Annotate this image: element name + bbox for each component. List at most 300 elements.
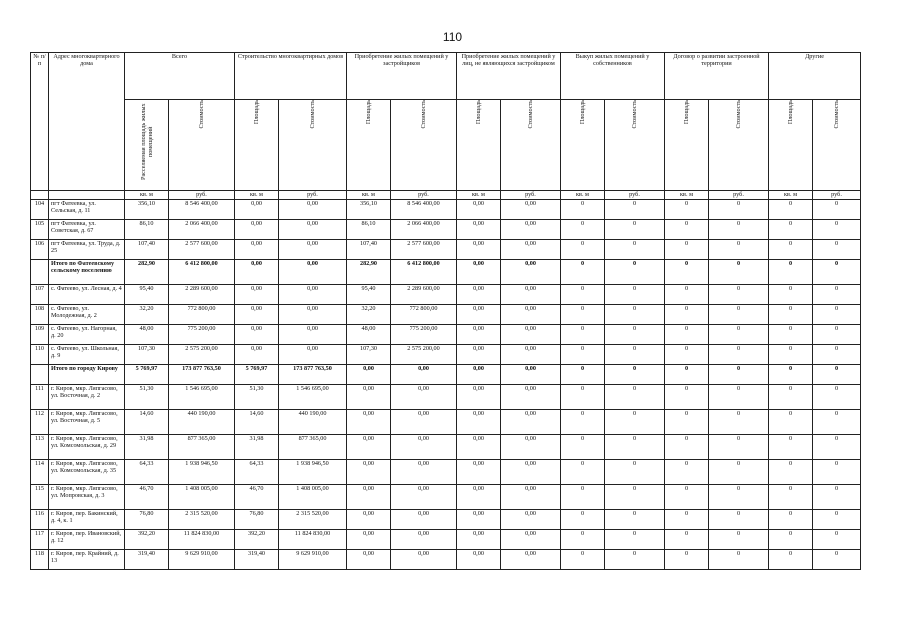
area-cell: 0,00 [347,410,391,435]
area-cell: 0 [561,385,605,410]
area-cell: 0,00 [457,220,501,240]
area-cell: 64,33 [125,460,169,485]
cost-cell: 0 [605,325,665,345]
unit-blank [31,191,49,200]
area-cell: 14,60 [235,410,279,435]
subheader-resettled-area: Расселяемая площадь жилых помещений [125,100,169,191]
cost-cell: 0 [709,485,769,510]
cost-cell: 877 365,00 [279,435,347,460]
row-address: г. Киров, мкр. Ляпгасово, ул. Восточная, д. 5 [49,410,125,435]
area-cell: 356,10 [125,200,169,220]
cost-cell: 775 200,00 [391,325,457,345]
area-cell: 0 [769,510,813,530]
cost-cell: 0 [813,435,861,460]
row-address: Итого по городу Кирову [49,365,125,385]
header-group-purchase-developers: Приобретение жилых помещений у застройщиков [347,53,457,100]
cost-cell: 0 [813,485,861,510]
row-number: 105 [31,220,49,240]
unit-cost: руб. [501,191,561,200]
area-cell: 0 [665,410,709,435]
area-cell: 0,00 [347,460,391,485]
cost-cell: 2 575 200,00 [391,345,457,365]
area-cell: 0 [561,305,605,325]
header-group-total: Всего [125,53,235,100]
cost-cell: 0 [813,550,861,570]
area-cell: 32,20 [125,305,169,325]
row-number: 110 [31,345,49,365]
cost-cell: 0,00 [501,260,561,285]
cost-cell: 0,00 [279,345,347,365]
area-cell: 86,10 [125,220,169,240]
row-address: пгт Фатеевка, ул. Сельская, д. 11 [49,200,125,220]
table-row [31,220,861,240]
subheader-area: Площадь [561,100,605,191]
unit-area: кв. м [347,191,391,200]
header-number: № п/п [31,53,49,191]
table-row [31,550,861,570]
cost-cell: 0 [709,260,769,285]
area-cell: 0 [561,345,605,365]
unit-area: кв. м [665,191,709,200]
row-number: 113 [31,435,49,460]
cost-cell: 0,00 [391,550,457,570]
row-number: 106 [31,240,49,260]
area-cell: 0,00 [235,285,279,305]
cost-cell: 775 200,00 [169,325,235,345]
area-cell: 48,00 [125,325,169,345]
area-cell: 107,40 [347,240,391,260]
area-cell: 319,40 [235,550,279,570]
cost-cell: 0 [709,305,769,325]
row-number: 111 [31,385,49,410]
area-cell: 0 [561,325,605,345]
area-cell: 0,00 [235,240,279,260]
cost-cell: 0 [813,240,861,260]
area-cell: 0 [561,435,605,460]
cost-cell: 0 [813,365,861,385]
cost-cell: 0 [709,240,769,260]
area-cell: 0 [769,410,813,435]
cost-cell: 0,00 [391,510,457,530]
cost-cell: 0,00 [501,325,561,345]
header-group-buyout: Выкуп жилых помещений у собственников [561,53,665,100]
cost-cell: 0,00 [391,410,457,435]
area-cell: 319,40 [125,550,169,570]
area-cell: 0 [769,365,813,385]
cost-cell: 0 [605,510,665,530]
unit-cost: руб. [813,191,861,200]
row-address: г. Киров, пер. Ивановский, д. 12 [49,530,125,550]
area-cell: 0,00 [347,550,391,570]
page-number: 110 [442,30,463,44]
cost-cell: 2 066 400,00 [169,220,235,240]
area-cell: 392,20 [235,530,279,550]
area-cell: 107,40 [125,240,169,260]
subheader-cost: Стоимость [813,100,861,191]
subheader-area: Площадь [665,100,709,191]
subheader-cost: Стоимость [605,100,665,191]
area-cell: 0,00 [457,485,501,510]
area-cell: 48,00 [347,325,391,345]
table-row [31,460,861,485]
cost-cell: 0,00 [391,385,457,410]
cost-cell: 0,00 [279,200,347,220]
area-cell: 0,00 [347,365,391,385]
cost-cell: 0 [813,385,861,410]
table-row [31,305,861,325]
area-cell: 0 [665,220,709,240]
area-cell: 0,00 [457,385,501,410]
row-number: 107 [31,285,49,305]
area-cell: 0 [561,240,605,260]
cost-cell: 2 289 600,00 [391,285,457,305]
unit-cost: руб. [169,191,235,200]
cost-cell: 1 546 695,00 [279,385,347,410]
cost-cell: 6 412 800,00 [391,260,457,285]
unit-cost: руб. [605,191,665,200]
row-address: г. Киров, пер. Бакинский, д. 4, к. 1 [49,510,125,530]
cost-cell: 2 315 520,00 [279,510,347,530]
cost-cell: 0 [605,285,665,305]
cost-cell: 0 [605,345,665,365]
area-cell: 14,60 [125,410,169,435]
area-cell: 282,90 [125,260,169,285]
table-row [31,345,861,365]
unit-cost: руб. [709,191,769,200]
area-cell: 392,20 [125,530,169,550]
area-cell: 95,40 [125,285,169,305]
cost-cell: 440 190,00 [279,410,347,435]
table-row [31,385,861,410]
table-row [31,485,861,510]
area-cell: 0 [561,510,605,530]
row-number: 115 [31,485,49,510]
cost-cell: 0 [605,240,665,260]
subheader-cost: Стоимость [279,100,347,191]
cost-cell: 11 824 830,00 [169,530,235,550]
subheader-area: Площадь [235,100,279,191]
cost-cell: 0,00 [391,365,457,385]
cost-cell: 8 546 400,00 [391,200,457,220]
area-cell: 0,00 [347,385,391,410]
unit-area: кв. м [235,191,279,200]
header-group-other: Другие [769,53,861,100]
area-cell: 0,00 [457,365,501,385]
area-cell: 0,00 [457,260,501,285]
subheader-area: Площадь [769,100,813,191]
row-address: с. Фатеево, ул. Школьная, д. 9 [49,345,125,365]
area-cell: 0 [561,550,605,570]
cost-cell: 0,00 [501,285,561,305]
area-cell: 0,00 [457,345,501,365]
unit-area: кв. м [125,191,169,200]
cost-cell: 11 824 830,00 [279,530,347,550]
cost-cell: 2 289 600,00 [169,285,235,305]
cost-cell: 2 575 200,00 [169,345,235,365]
cost-cell: 0,00 [391,460,457,485]
area-cell: 0,00 [347,485,391,510]
area-cell: 0 [561,485,605,510]
area-cell: 0 [665,550,709,570]
row-number [31,260,49,285]
cost-cell: 772 800,00 [169,305,235,325]
area-cell: 0,00 [347,530,391,550]
cost-cell: 0 [709,345,769,365]
area-cell: 5 769,97 [235,365,279,385]
area-cell: 0 [769,305,813,325]
area-cell: 0 [665,285,709,305]
cost-cell: 0,00 [501,305,561,325]
area-cell: 0,00 [457,200,501,220]
row-number: 112 [31,410,49,435]
area-cell: 0,00 [457,530,501,550]
cost-cell: 1 938 946,50 [279,460,347,485]
row-address: г. Киров, мкр. Ляпгасово, ул. Мопровская, д. 3 [49,485,125,510]
table-row [31,200,861,220]
area-cell: 64,33 [235,460,279,485]
area-cell: 46,70 [235,485,279,510]
area-cell: 0,00 [457,325,501,345]
area-cell: 95,40 [347,285,391,305]
area-cell: 107,30 [347,345,391,365]
area-cell: 0 [561,200,605,220]
cost-cell: 0,00 [279,305,347,325]
cost-cell: 0 [813,220,861,240]
area-cell: 0 [561,260,605,285]
table-row [31,435,861,460]
row-number: 108 [31,305,49,325]
cost-cell: 0,00 [391,485,457,510]
cost-cell: 1 938 946,50 [169,460,235,485]
row-number: 117 [31,530,49,550]
cost-cell: 0 [709,410,769,435]
cost-cell: 0,00 [279,220,347,240]
cost-cell: 0,00 [279,260,347,285]
area-cell: 0,00 [235,325,279,345]
cost-cell: 173 877 763,50 [279,365,347,385]
cost-cell: 0 [605,200,665,220]
cost-cell: 0 [813,325,861,345]
area-cell: 0 [769,385,813,410]
area-cell: 0,00 [235,200,279,220]
area-cell: 76,80 [235,510,279,530]
cost-cell: 0 [605,530,665,550]
cost-cell: 1 546 695,00 [169,385,235,410]
area-cell: 0 [561,460,605,485]
cost-cell: 2 577 600,00 [391,240,457,260]
cost-cell: 0 [605,460,665,485]
cost-cell: 877 365,00 [169,435,235,460]
cost-cell: 0 [813,200,861,220]
area-cell: 0,00 [457,410,501,435]
table-row [31,325,861,345]
row-number: 114 [31,460,49,485]
area-cell: 0 [769,220,813,240]
subheader-cost: Стоимость [391,100,457,191]
area-cell: 0,00 [457,435,501,460]
cost-cell: 0 [605,220,665,240]
area-cell: 0 [561,365,605,385]
area-cell: 0 [769,435,813,460]
cost-cell: 772 800,00 [391,305,457,325]
area-cell: 0,00 [457,305,501,325]
cost-cell: 0 [813,510,861,530]
cost-cell: 0,00 [279,240,347,260]
area-cell: 86,10 [347,220,391,240]
cost-cell: 0,00 [501,485,561,510]
area-cell: 31,98 [235,435,279,460]
cost-cell: 2 066 400,00 [391,220,457,240]
subtotal-row [31,365,861,385]
table-row [31,240,861,260]
subheader-cost: Стоимость [709,100,769,191]
cost-cell: 0,00 [279,325,347,345]
cost-cell: 0 [813,345,861,365]
area-cell: 0,00 [235,220,279,240]
area-cell: 0 [561,285,605,305]
row-number: 118 [31,550,49,570]
cost-cell: 1 408 005,00 [279,485,347,510]
table-row [31,530,861,550]
area-cell: 0,00 [457,510,501,530]
cost-cell: 0 [709,200,769,220]
cost-cell: 0 [813,460,861,485]
row-number: 104 [31,200,49,220]
cost-cell: 2 577 600,00 [169,240,235,260]
area-cell: 76,80 [125,510,169,530]
cost-cell: 0,00 [501,550,561,570]
area-cell: 0 [665,305,709,325]
area-cell: 0,00 [347,510,391,530]
cost-cell: 0 [605,435,665,460]
cost-cell: 0 [709,325,769,345]
cost-cell: 0 [813,410,861,435]
cost-cell: 440 190,00 [169,410,235,435]
table-row [31,285,861,305]
row-number [31,365,49,385]
row-address: г. Киров, мкр. Ляпгасово, ул. Комсомольская, д. 35 [49,460,125,485]
row-address: пгт Фатеевка, ул. Труда, д. 25 [49,240,125,260]
unit-row [31,191,861,200]
area-cell: 0 [665,385,709,410]
row-address: Итого по Фатеевскому сельскому поселению [49,260,125,285]
cost-cell: 0,00 [391,530,457,550]
area-cell: 0,00 [457,285,501,305]
subheader-cost: Стоимость [169,100,235,191]
cost-cell: 2 315 520,00 [169,510,235,530]
area-cell: 0,00 [457,240,501,260]
subheader-area: Площадь [457,100,501,191]
subheader-area: Площадь [347,100,391,191]
row-address: с. Фатеево, ул. Молодежная, д. 2 [49,305,125,325]
table-row [31,410,861,435]
area-cell: 0 [665,345,709,365]
area-cell: 51,30 [125,385,169,410]
unit-area: кв. м [769,191,813,200]
cost-cell: 0,00 [501,410,561,435]
resettlement-table [30,52,861,570]
cost-cell: 0,00 [501,510,561,530]
area-cell: 0,00 [457,460,501,485]
header-group-development-agreement: Договор о развитии застроенной территории [665,53,769,100]
area-cell: 0 [665,530,709,550]
area-cell: 0 [665,510,709,530]
area-cell: 0 [665,200,709,220]
cost-cell: 0 [709,385,769,410]
header-group-construction: Строительство многоквартирных домов [235,53,347,100]
cost-cell: 6 412 800,00 [169,260,235,285]
cost-cell: 0,00 [501,435,561,460]
area-cell: 0 [665,260,709,285]
area-cell: 0 [769,550,813,570]
area-cell: 31,98 [125,435,169,460]
row-address: с. Фатеево, ул. Нагорная, д. 20 [49,325,125,345]
area-cell: 0 [769,325,813,345]
cost-cell: 0 [709,510,769,530]
area-cell: 0 [665,485,709,510]
area-cell: 0,00 [457,550,501,570]
cost-cell: 0 [709,285,769,305]
table-row [31,510,861,530]
header-address: Адрес многоквартирного дома [49,53,125,191]
area-cell: 0 [769,285,813,305]
area-cell: 46,70 [125,485,169,510]
cost-cell: 0 [605,385,665,410]
area-cell: 0 [769,530,813,550]
header-group-purchase-non-developers: Приобретение жилых помещений у лиц, не являющихся застройщиком [457,53,561,100]
row-address: г. Киров, мкр. Ляпгасово, ул. Восточная, д. 2 [49,385,125,410]
cost-cell: 0,00 [501,385,561,410]
table-body [31,200,861,570]
cost-cell: 0 [813,305,861,325]
area-cell: 0 [665,365,709,385]
unit-cost: руб. [391,191,457,200]
unit-area: кв. м [457,191,501,200]
area-cell: 0 [665,325,709,345]
area-cell: 0 [561,410,605,435]
subheader-cost: Стоимость [501,100,561,191]
area-cell: 0 [769,240,813,260]
row-address: г. Киров, мкр. Ляпгасово, ул. Комсомольская, д. 29 [49,435,125,460]
area-cell: 0,00 [235,305,279,325]
area-cell: 0,00 [235,260,279,285]
area-cell: 0 [665,460,709,485]
cost-cell: 0 [813,260,861,285]
cost-cell: 0 [605,485,665,510]
area-cell: 0 [769,485,813,510]
cost-cell: 0 [605,305,665,325]
row-address: пгт Фатеевка, ул. Советская, д. 67 [49,220,125,240]
cost-cell: 0 [709,530,769,550]
cost-cell: 9 629 910,00 [279,550,347,570]
unit-blank [49,191,125,200]
cost-cell: 0 [813,285,861,305]
area-cell: 356,10 [347,200,391,220]
row-address: г. Киров, пер. Крайний, д. 13 [49,550,125,570]
cost-cell: 0 [605,260,665,285]
cost-cell: 0 [605,410,665,435]
area-cell: 32,20 [347,305,391,325]
row-address: с. Фатеево, ул. Лесная, д. 4 [49,285,125,305]
area-cell: 282,90 [347,260,391,285]
cost-cell: 0,00 [501,345,561,365]
unit-cost: руб. [279,191,347,200]
cost-cell: 0 [709,365,769,385]
area-cell: 0 [769,200,813,220]
area-cell: 0 [769,345,813,365]
subtotal-row [31,260,861,285]
cost-cell: 0 [709,550,769,570]
